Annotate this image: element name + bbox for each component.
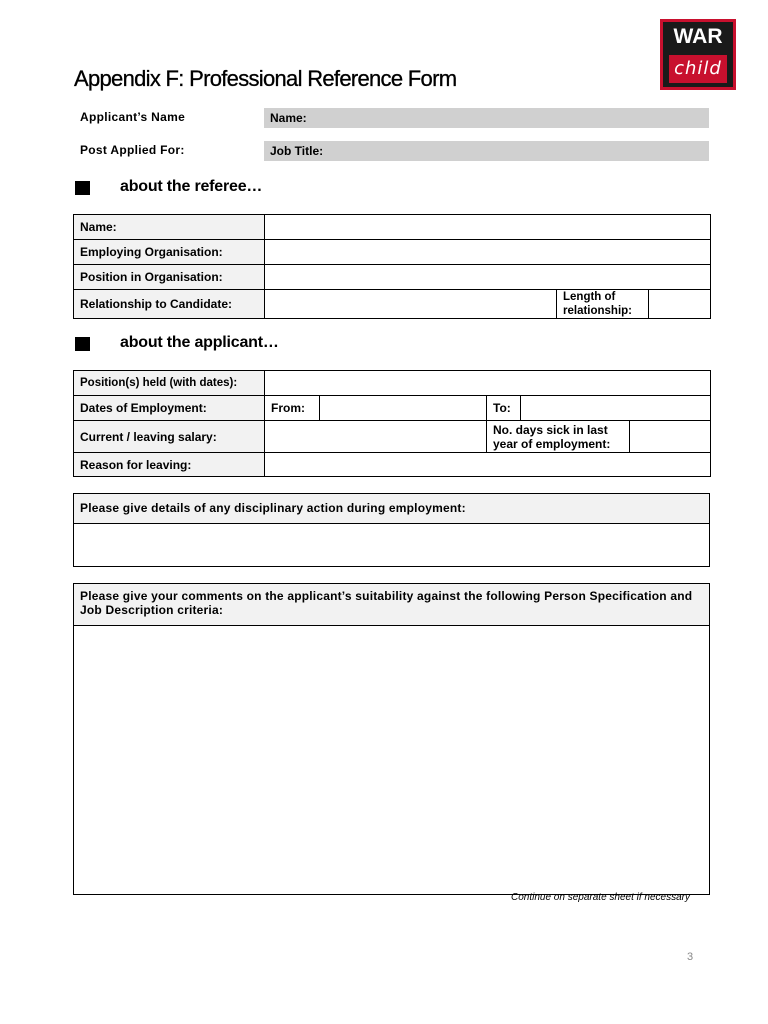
table-row [74,421,711,453]
war-child-logo [660,19,736,90]
salary-field[interactable] [265,421,487,453]
page-number: 3 [687,951,694,963]
reason-for-leaving-field[interactable] [265,453,711,477]
disciplinary-prompt: Please give details of any disciplinary action during employment: [74,494,709,524]
applicant-heading-text: about the applicant… [120,334,279,351]
job-title-field[interactable]: Job Title: [264,141,709,161]
to-label: To: [487,396,521,421]
sick-days-field[interactable] [630,421,711,453]
reason-for-leaving-label: Reason for leaving: [74,453,265,477]
from-field[interactable] [320,396,487,421]
square-bullet-icon [75,181,90,195]
table-row [74,371,711,396]
comments-field[interactable] [74,626,709,894]
positions-held-field[interactable] [265,371,711,396]
table-row [74,396,711,421]
logo-child-text: child [674,58,722,79]
page-title: Appendix F: Professional Reference Form [74,66,457,91]
logo-inner [663,22,733,87]
applicant-table [73,370,711,477]
table-row [74,215,711,240]
table-row [74,265,711,290]
continue-note: Continue on separate sheet if necessary [511,892,690,903]
table-row [74,240,711,265]
positions-held-label: Position(s) held (with dates): [74,371,265,396]
sick-days-label: No. days sick in last year of employment: [487,421,630,453]
square-bullet-icon [75,337,90,351]
referee-name-field[interactable] [265,215,711,240]
to-field[interactable] [521,396,711,421]
logo-war-text: WAR [673,25,723,48]
length-of-relationship-label: Length of relationship: [557,290,649,319]
position-label: Position in Organisation: [74,265,265,290]
employing-org-field[interactable] [265,240,711,265]
relationship-label: Relationship to Candidate: [74,290,265,319]
applicant-name-label: Applicant’s Name [80,110,186,124]
logo-child-box [669,55,727,83]
table-row [74,453,711,477]
applicant-name-field[interactable]: Name: [264,108,709,128]
length-of-relationship-field[interactable] [649,290,711,319]
relationship-field[interactable] [265,290,557,319]
comments-box [73,583,710,895]
dates-of-employment-label: Dates of Employment: [74,396,265,421]
referee-heading-text: about the referee… [120,178,263,195]
post-applied-label: Post Applied For: [80,143,185,157]
referee-name-label: Name: [74,215,265,240]
referee-table [73,214,711,319]
table-row [74,290,711,319]
comments-prompt: Please give your comments on the applicant’s suitability against the following Person Specification and Job Description criteria: [74,584,709,626]
disciplinary-field[interactable] [74,524,709,566]
from-label: From: [265,396,320,421]
employing-org-label: Employing Organisation: [74,240,265,265]
salary-label: Current / leaving salary: [74,421,265,453]
position-field[interactable] [265,265,711,290]
disciplinary-box [73,493,710,567]
